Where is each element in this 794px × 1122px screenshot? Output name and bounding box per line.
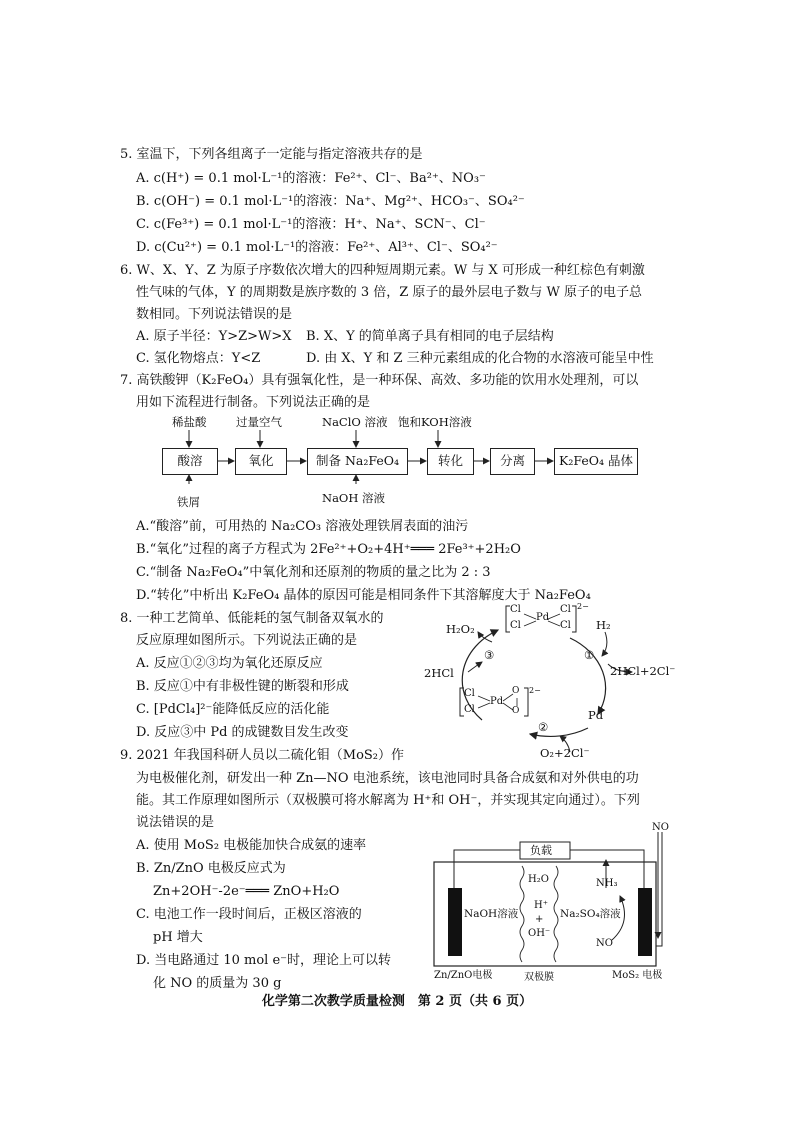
cell-h2o: H₂O — [528, 874, 549, 885]
cycle-pd: Pd — [588, 708, 604, 722]
q6-stem-line3: 数相同。下列说法错误的是 — [136, 307, 293, 322]
q6-stem-line1: 6. W、X、Y、Z 为原子序数依次增大的四种短周期元素。W 与 X 可形成一种红棕色有刺激 — [120, 263, 645, 278]
pdcl4-cl-tl: Cl — [510, 604, 521, 615]
q9-option-d-line1: D. 当电路通过 10 mol e⁻时，理论上可以转 — [136, 953, 392, 968]
q9-cell-diagram — [420, 822, 690, 983]
pdo2-o-bottom: O — [512, 706, 520, 716]
q8-cycle-diagram — [420, 602, 690, 762]
pdcl4-pd: Pd — [536, 612, 550, 623]
q6-option-c: C. 氢化物熔点：Y<Z — [136, 351, 261, 366]
flow-input-koh: 饱和KOH溶液 — [398, 415, 472, 429]
flow-box-acid-dissolve: 酸溶 — [162, 448, 218, 475]
q8-option-b: B. 反应①中有非极性键的断裂和形成 — [136, 679, 349, 694]
q5-option-a: A. c(H⁺) = 0.1 mol·L⁻¹的溶液：Fe²⁺、Cl⁻、Ba²⁺、NO₃⁻ — [136, 171, 486, 186]
q6-option-b: B. X、Y 的简单离子具有相同的电子层结构 — [306, 329, 554, 344]
q7-option-a: A.“酸溶”前，可用热的 Na₂CO₃ 溶液处理铁屑表面的油污 — [136, 519, 469, 534]
flow-input-naclo: NaClO 溶液 — [322, 415, 388, 429]
flow-box-k2feo4-crystal: K₂FeO₄ 晶体 — [554, 448, 638, 475]
cycle-step-1: ① — [584, 648, 595, 662]
q9-stem-line3: 能。其工作原理如图所示（双极膜可将水解离为 H⁺和 OH⁻，并实现其定向通过）。下列 — [136, 793, 640, 808]
q9-option-d-line2: 化 NO 的质量为 30 g — [153, 976, 282, 991]
q6-stem-line2: 性气味的气体，Y 的周期数是族序数的 3 倍，Z 原子的最外层电子数与 W 原子的电子总 — [136, 285, 643, 300]
cycle-step-2: ② — [538, 720, 549, 734]
flow-box-separation: 分离 — [490, 448, 535, 475]
q7-option-b: B.“氧化”过程的离子方程式为 2Fe²⁺+O₂+4H⁺═══ 2Fe³⁺+2H₂O — [136, 542, 521, 557]
cell-h-plus: H⁺ — [534, 900, 548, 911]
flow-input-hcl: 稀盐酸 — [172, 415, 207, 429]
flow-box-prepare-na2feo4: 制备 Na₂FeO₄ — [307, 448, 408, 475]
pdcl4-cl-tr: Cl — [560, 604, 571, 615]
flow-below-iron: 铁屑 — [177, 495, 200, 509]
pdo2-cl-bottom: Cl — [464, 704, 475, 715]
cell-plus-sign: + — [535, 914, 544, 925]
q8-option-d: D. 反应③中 Pd 的成键数目发生改变 — [136, 725, 349, 740]
q9-option-a: A. 使用 MoS₂ 电极能加快合成氨的速率 — [136, 838, 367, 853]
cycle-2hcl: 2HCl — [424, 666, 454, 680]
cell-naoh-solution: NaOH溶液 — [464, 908, 519, 920]
pdo2-cl-top: Cl — [464, 688, 475, 699]
q7-flowchart — [150, 414, 670, 514]
q7-option-c: C.“制备 Na₂FeO₄”中氧化剂和还原剂的物质的量之比为 2 : 3 — [136, 565, 491, 580]
cycle-2hcl-2cl: 2HCl+2Cl⁻ — [610, 664, 676, 678]
q9-stem-line4: 说法错误的是 — [136, 815, 215, 830]
cell-no-reactant: NO — [596, 938, 613, 949]
cycle-step-3: ③ — [484, 648, 495, 662]
q9-option-b-line2: Zn+2OH⁻-2e⁻═══ ZnO+H₂O — [153, 884, 340, 899]
cycle-o2-2cl: O₂+2Cl⁻ — [540, 746, 590, 760]
flow-box-oxidation: 氧化 — [235, 448, 287, 475]
pdcl4-charge: 2− — [577, 602, 589, 611]
q8-option-c: C. [PdCl₄]²⁻能降低反应的活化能 — [136, 702, 330, 717]
q8-stem-line2: 反应原理如图所示。下列说法正确的是 — [136, 633, 358, 648]
page-footer: 化学第二次教学质量检测 第 2 页（共 6 页） — [261, 994, 533, 1009]
cycle-h2o2: H₂O₂ — [446, 622, 475, 636]
cell-no-inlet: NO — [652, 822, 669, 833]
q9-stem-line2: 为电极催化剂，研发出一种 Zn—NO 电池系统，该电池同时具备合成氨和对外供电的功 — [136, 771, 639, 786]
cell-na2so4-solution: Na₂SO₄溶液 — [560, 908, 621, 920]
q6-option-a: A. 原子半径：Y>Z>W>X — [136, 329, 292, 344]
pdo2-charge: 2− — [529, 686, 541, 695]
q9-option-c-line2: pH 增大 — [153, 930, 203, 945]
flow-below-naoh: NaOH 溶液 — [322, 491, 386, 505]
cell-drawing — [420, 822, 690, 980]
pdcl4-cl-bl: Cl — [510, 620, 521, 631]
pdo2-o-top: O — [512, 686, 520, 696]
q6-option-d: D. 由 X、Y 和 Z 三种元素组成的化合物的水溶液可能呈中性 — [306, 351, 654, 366]
cell-mos2-electrode-label: MoS₂ 电极 — [612, 970, 663, 981]
q9-stem-line1: 9. 2021 年我国科研人员以二硫化钼（MoS₂）作 — [120, 748, 405, 763]
cell-nh3: NH₃ — [596, 878, 618, 889]
cell-oh-minus: OH⁻ — [528, 928, 551, 939]
q5-option-c: C. c(Fe³⁺) = 0.1 mol·L⁻¹的溶液：H⁺、Na⁺、SCN⁻、Cl⁻ — [136, 217, 486, 232]
q7-stem-line1: 7. 高铁酸钾（K₂FeO₄）具有强氧化性，是一种环保、高效、多功能的饮用水处理剂，可以 — [120, 373, 639, 388]
q5-option-b: B. c(OH⁻) = 0.1 mol·L⁻¹的溶液：Na⁺、Mg²⁺、HCO₃⁻、SO₄²⁻ — [136, 194, 525, 209]
q9-option-c-line1: C. 电池工作一段时间后，正极区溶液的 — [136, 907, 362, 922]
cycle-h2: H₂ — [596, 618, 611, 632]
q8-option-a: A. 反应①②③均为氧化还原反应 — [136, 656, 323, 671]
q5-option-d: D. c(Cu²⁺) = 0.1 mol·L⁻¹的溶液：Fe²⁺、Al³⁺、Cl⁻、SO₄²⁻ — [136, 240, 498, 255]
cell-zn-electrode-label: Zn/ZnO电极 — [434, 970, 493, 981]
pdo2-pd: Pd — [490, 696, 504, 707]
q7-option-d: D.“转化”中析出 K₂FeO₄ 晶体的原因可能是相同条件下其溶解度大于 Na₂FeO₄ — [136, 588, 591, 603]
flow-box-conversion: 转化 — [427, 448, 474, 475]
q5-stem: 5. 室温下，下列各组离子一定能与指定溶液共存的是 — [120, 147, 423, 162]
q7-stem-line2: 用如下流程进行制备。下列说法正确的是 — [136, 395, 371, 410]
q9-option-b-line1: B. Zn/ZnO 电极反应式为 — [136, 861, 286, 876]
cell-bipolar-membrane-label: 双极膜 — [524, 972, 554, 983]
cell-load: 负载 — [530, 844, 552, 857]
q8-stem-line1: 8. 一种工艺简单、低能耗的氢气制备双氧水的 — [120, 611, 384, 626]
flow-input-air: 过量空气 — [236, 415, 282, 429]
pdcl4-cl-br: Cl — [560, 620, 571, 631]
